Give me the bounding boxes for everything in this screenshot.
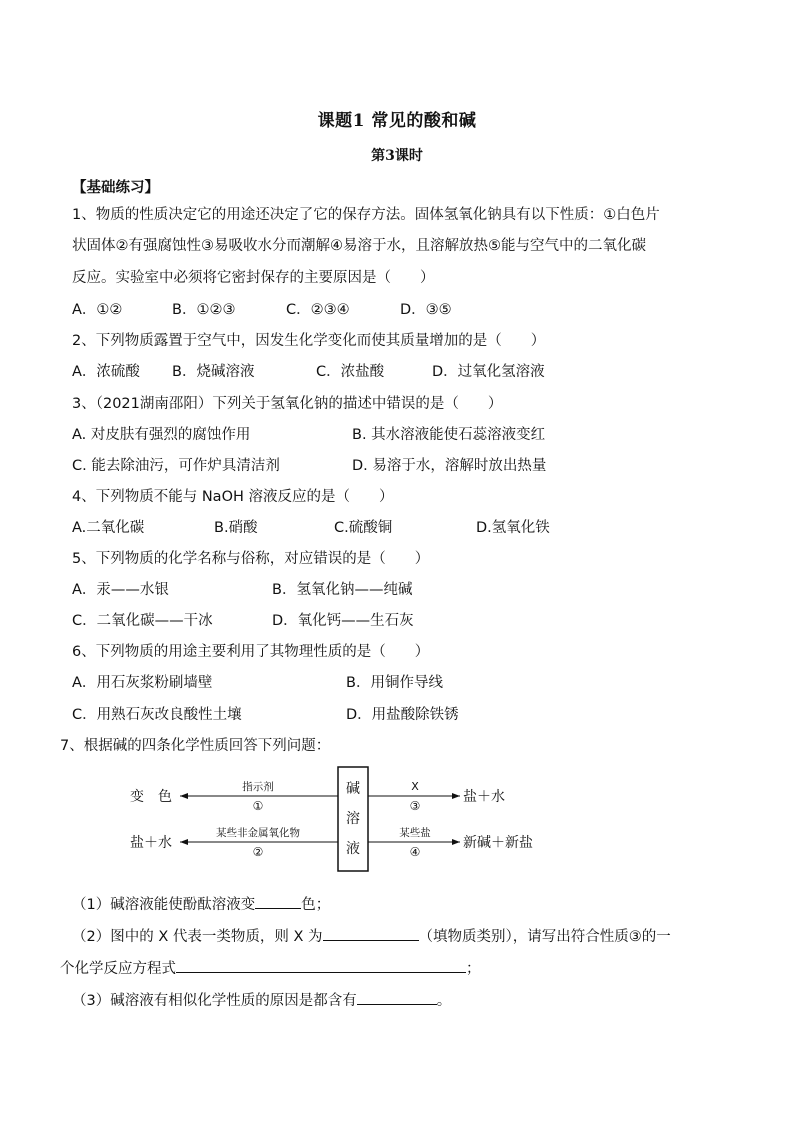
q5-option-a: A．汞——水银 xyxy=(72,582,169,598)
q7-stem: 7、根据碱的四条化学性质回答下列问题： xyxy=(60,738,331,754)
q4-stem: 4、下列物质不能与 NaOH 溶液反应的是（ ） xyxy=(72,489,394,505)
q7-sub2-line-1 xyxy=(72,924,671,947)
right-top-label: X xyxy=(411,780,419,793)
q3-option-d: D. 易溶于水，溶解时放出热量 xyxy=(352,458,547,474)
q1-stem-line-1: 1、物质的性质决定它的用途还决定了它的保存方法。固体氢氧化钠具有以下性质：①白色片 xyxy=(72,207,660,223)
q2-option-d: D．过氧化氢溶液 xyxy=(432,364,545,380)
left-top-label: 指示剂 xyxy=(242,781,274,793)
q7-sub3 xyxy=(72,988,451,1011)
q2-option-c: C．浓盐酸 xyxy=(316,364,385,380)
q7-sub3-text-b: 。 xyxy=(436,993,452,1009)
page-title: 课题1 常见的酸和碱 xyxy=(317,111,477,131)
left-top-num: ① xyxy=(252,799,264,813)
q7-sub2-text-d: ； xyxy=(466,961,481,977)
q7-sub2-text-c: 个化学反应方程式 xyxy=(60,961,176,977)
arrow-head-3 xyxy=(452,793,460,799)
right-top-result: 盐＋水 xyxy=(463,789,505,805)
q5-option-b: B．氢氧化钠——纯碱 xyxy=(272,582,413,598)
q6-option-c: C．用熟石灰改良酸性土壤 xyxy=(72,707,242,723)
q6-option-d: D．用盐酸除铁锈 xyxy=(346,707,459,723)
base-properties-diagram xyxy=(120,765,560,875)
q3-option-a: A. 对皮肤有强烈的腐蚀作用 xyxy=(72,427,251,443)
q6-stem: 6、下列物质的用途主要利用了其物理性质的是（ ） xyxy=(72,644,430,660)
right-bottom-result: 新碱＋新盐 xyxy=(463,835,533,851)
q1-option-d: D．③⑤ xyxy=(400,302,452,318)
q2-option-a: A．浓硫酸 xyxy=(72,364,140,380)
arrow-head-4 xyxy=(452,839,460,845)
section-heading: 【基础练习】 xyxy=(72,180,159,196)
q2-option-b: B．烧碱溶液 xyxy=(172,364,255,380)
diagram-svg xyxy=(120,765,560,875)
q5-stem: 5、下列物质的化学名称与俗称，对应错误的是（ ） xyxy=(72,551,430,567)
q7-sub3-blank[interactable] xyxy=(357,988,437,1005)
center-char-2: 溶 xyxy=(346,811,360,827)
q7-sub1 xyxy=(72,892,330,915)
center-char-1: 碱 xyxy=(346,781,360,797)
left-bottom-num: ② xyxy=(252,845,264,859)
q6-option-a: A．用石灰浆粉刷墙壁 xyxy=(72,675,213,691)
q7-sub2-blank-x[interactable] xyxy=(323,924,419,941)
left-top-result: 变 色 xyxy=(130,789,172,805)
q1-option-a: A．①② xyxy=(72,302,123,318)
q6-option-b: B．用铜作导线 xyxy=(346,675,443,691)
left-bottom-label: 某些非金属氧化物 xyxy=(216,827,300,839)
q5-option-d: D．氧化钙——生石灰 xyxy=(272,613,414,629)
q7-sub3-text-a: （3）碱溶液有相似化学性质的原因是都含有 xyxy=(72,993,357,1009)
right-top-num: ③ xyxy=(409,799,421,813)
right-bottom-label: 某些盐 xyxy=(399,827,431,839)
q5-option-c: C．二氧化碳——干冰 xyxy=(72,613,213,629)
q7-sub1-text-a: （1）碱溶液能使酚酞溶液变 xyxy=(72,897,256,913)
q1-stem-line-3: 反应。实验室中必须将它密封保存的主要原因是（ ） xyxy=(72,270,435,286)
q4-option-b: B.硝酸 xyxy=(214,520,258,536)
left-bottom-result: 盐＋水 xyxy=(130,835,172,851)
q7-sub2-text-a: （2）图中的 X 代表一类物质，则 X 为 xyxy=(72,929,323,945)
q2-stem: 2、下列物质露置于空气中，因发生化学变化而使其质量增加的是（ ） xyxy=(72,333,546,349)
q3-option-b: B. 其水溶液能使石蕊溶液变红 xyxy=(352,427,546,443)
q7-sub2-blank-equation[interactable] xyxy=(176,956,466,973)
center-char-3: 液 xyxy=(346,841,360,857)
q7-sub1-text-b: 色； xyxy=(301,897,331,913)
q3-option-c: C. 能去除油污，可作炉具清洁剂 xyxy=(72,458,280,474)
q1-option-b: B．①②③ xyxy=(172,302,236,318)
q7-sub2-text-b: （填物质类别），请写出符合性质③的一 xyxy=(418,929,671,945)
q1-stem-line-2: 状固体②有强腐蚀性③易吸收水分而潮解④易溶于水，且溶解放热⑤能与空气中的二氧化碳 xyxy=(72,238,646,254)
q1-option-c: C．②③④ xyxy=(286,302,350,318)
arrow-head-2 xyxy=(180,839,188,845)
q4-option-c: C.硫酸铜 xyxy=(334,520,393,536)
q7-sub2-line-2 xyxy=(60,956,481,979)
q3-stem: 3、（2021湖南邵阳）下列关于氢氧化钠的描述中错误的是（ ） xyxy=(72,396,503,412)
q7-sub1-blank[interactable] xyxy=(255,892,301,909)
q4-option-a: A.二氧化碳 xyxy=(72,520,145,536)
arrow-head-1 xyxy=(180,793,188,799)
q4-option-d: D.氢氧化铁 xyxy=(476,520,550,536)
right-bottom-num: ④ xyxy=(409,845,421,859)
page-subtitle: 第3课时 xyxy=(371,148,423,164)
